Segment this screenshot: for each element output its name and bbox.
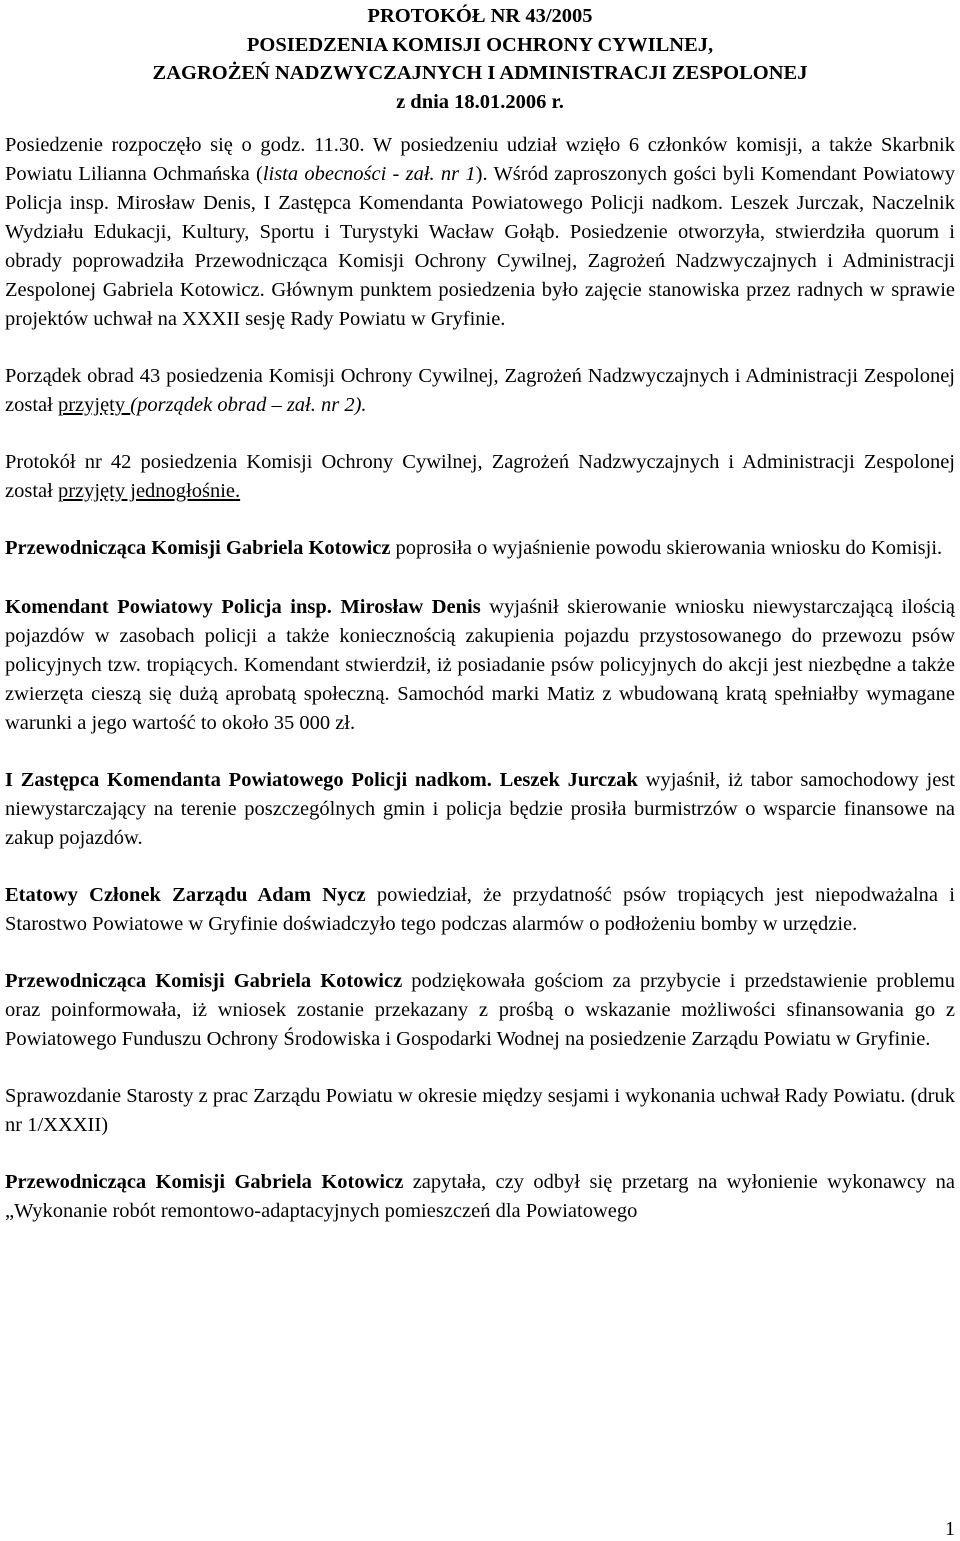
chair-question-text: zapytała, czy odbył się przetarg na wyłonienie wykonawcy na „Wykonanie robót remontowo-adaptacyjnych pomieszczeń dla Powiatowego [5,1171,955,1222]
title-line-4: z dnia 18.01.2006 r. [396,90,564,113]
chair-thanks-text: podziękowała gościom za przybycie i przedstawienie problemu oraz poinformowała, iż wniosek zostanie przekazany z prośbą o wskazanie możliwości sfinansowania go z Powiatowego Funduszu Ochrony Środowiska i Gospodarki Wodnej na posiedzenie Zarządu Powiatu w Gryfinie. [5,970,955,1050]
agenda-text: Porządek obrad 43 posiedzenia Komisji Ochrony Cywilnej, Zagrożeń Nadzwyczajnych i Administracji Zespolonej został [5,365,955,416]
title-line-2: POSIEDZENIA KOMISJI OCHRONY CYWILNEJ, [246,33,714,56]
speaker-deputy: I Zastępca Komendanta Powiatowego Policji nadkom. Leszek Jurczak [5,769,638,791]
intro-text-c: ). Wśród zaproszonych gości byli Komendant Powiatowy Policja insp. Mirosław Denis, I Zastępca Komendanta Powiatowego Policji nadkom. Leszek Jurczak, Naczelnik Wydziału Edukacji, Kultury, Sportu i Turystyki Wacław Gołąb. Posiedzenie otworzyła, stwierdziła quorum i obrady poprowadziła Przewodnicząca Komisji Ochrony Cywilnej, Zagrożeń Nadzwyczajnych i Administracji Zespolonej Gabriela Kotowicz. Głównym punktem posiedzenia było zajęcie stanowiska przez radnych w sprawie projektów uchwał na XXXII sesję Rady Powiatu w Gryfinie. [5,163,956,330]
speaker-commander: Komendant Powiatowy Policja insp. Mirosław Denis [5,596,481,618]
speaker-chair: Przewodnicząca Komisji Gabriela Kotowicz [5,537,391,559]
report-text: Sprawozdanie Starosty z prac Zarządu Powiatu w okresie między sesjami i wykonania uchwał Rady Powiatu. (druk nr 1/XXXII) [5,1085,955,1136]
paragraph-chair-question [5,1168,955,1226]
board-member-text: powiedział, że przydatność psów tropiących jest niepodważalna i Starostwo Powiatowe w Gryfinie doświadczyło tego podczas alarmów o podłożeniu bomby w urzędzie. [5,884,955,935]
paragraph-minutes [5,448,955,506]
intro-attachment-ref: lista obecności - zał. nr 1 [262,163,476,185]
paragraph-chair-request [5,534,955,563]
minutes-text: Protokół nr 42 posiedzenia Komisji Ochrony Cywilnej, Zagrożeń Nadzwyczajnych i Administracji Zespolonej został [5,451,955,502]
paragraph-intro [5,131,955,334]
paragraph-agenda [5,362,955,420]
speaker-chair-3: Przewodnicząca Komisji Gabriela Kotowicz [5,1171,404,1193]
paragraph-board-member [5,881,955,939]
commander-text: wyjaśnił skierowanie wniosku niewystarczającą ilością pojazdów w zasobach policji a także koniecznością zakupienia pojazdu przystosowanego do przewozu psów policyjnych tzw. tropiących. Komendant stwierdził, iż posiadanie psów policyjnych do akcji jest niezbędne a także zwierzęta cieszą się dużą aprobatą społeczną. Samochód marki Matiz z wbudowaną kratą spełniałby wymagane warunki a jego wartość to około 35 000 zł. [5,596,955,734]
speaker-chair-2: Przewodnicząca Komisji Gabriela Kotowicz [5,970,403,992]
page-number: 1 [945,1518,955,1540]
speaker-board-member: Etatowy Członek Zarządu Adam Nycz [5,884,366,906]
chair-request-text: poprosiła o wyjaśnienie powodu skierowania wniosku do Komisji. [390,537,943,559]
agenda-adopted: przyjęty [57,394,131,416]
document-page [5,0,955,1226]
deputy-text: wyjaśnił, iż tabor samochodowy jest niewystarczający na terenie poszczególnych gmin i policja będzie prosiła burmistrzów o wsparcie finansowe na zakup pojazdów. [5,769,955,849]
paragraph-chair-thanks [5,967,955,1054]
paragraph-report [5,1082,955,1140]
paragraph-commander [5,593,955,738]
minutes-adopted: przyjęty jednogłośnie. [57,480,241,502]
agenda-attachment-ref: (porządek obrad – zał. nr 2). [130,394,367,416]
intro-text-a: Posiedzenie rozpoczęło się o godz. 11.30. W posiedzeniu udział wzięło 6 członków komisji, a także Skarbnik Powiatu Lilianna Ochmańska ( [5,134,955,185]
title-line-3: ZAGROŻEŃ NADZWYCZAJNYCH I ADMINISTRACJI ZESPOLONEJ [152,62,808,84]
paragraph-deputy [5,766,955,853]
title-line-1: PROTOKÓŁ NR 43/2005 [367,5,593,27]
document-title [5,0,955,116]
